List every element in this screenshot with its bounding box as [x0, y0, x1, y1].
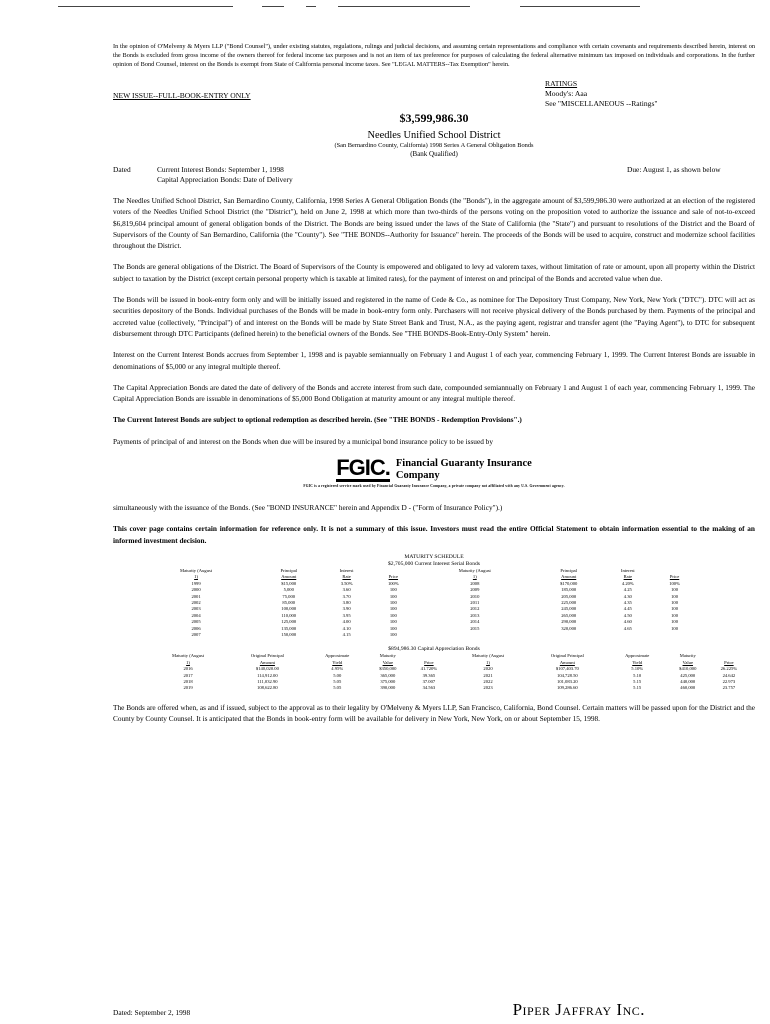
column-header: Maturity Value — [679, 653, 696, 665]
column-header: Maturity Value — [379, 653, 396, 665]
underwriter-name: Piper Jaffray Inc. — [512, 1000, 645, 1019]
table-cell: 3.80 — [342, 599, 351, 605]
table-cell: 4.45 — [623, 606, 632, 612]
table-cell: 108,622.80 — [257, 685, 278, 691]
table-cell: 100 — [389, 625, 397, 631]
table-cell: 4.25 — [623, 587, 632, 593]
table-cell: $107,403.70 — [555, 666, 579, 672]
table-cell: 100% — [387, 580, 399, 586]
table-cell: 1999 — [191, 580, 201, 586]
table-cell: $140,020.00 — [255, 666, 279, 672]
table-cell: 3.50% — [340, 580, 353, 586]
table-cell: 75,000 — [282, 593, 296, 599]
table-cell: 2002 — [191, 599, 201, 605]
table-cell: $15,000 — [281, 580, 297, 586]
fgic-service-mark-note: FGIC is a registered service mark used by Financial Guaranty Insurance Company, a private company not affiliated with any U.S. Government agency. — [303, 484, 565, 489]
table-cell: 2006 — [191, 625, 201, 631]
cib-header-row — [135, 568, 695, 581]
table-cell: 4.50 — [623, 612, 632, 618]
table-cell: 3.90 — [342, 606, 351, 612]
table-cell: 4.65 — [623, 625, 632, 631]
table-cell: 110,000 — [281, 612, 297, 618]
cover-notice: This cover page contains certain information for reference only. It is not a summary of this issue. Investors must read the entire Official Statement to obtain information essential to the making of an informed investment decision. — [113, 524, 755, 545]
table-cell: $350,000 — [379, 666, 397, 672]
table-cell: 290,000 — [561, 619, 577, 625]
column-header: Original Principal Amount — [550, 653, 584, 665]
table-cell: 2020 — [483, 666, 493, 672]
table-row — [135, 632, 695, 638]
table-cell: 100 — [671, 587, 678, 593]
table-cell: 2003 — [191, 606, 201, 612]
cab-header-row — [149, 653, 749, 666]
table-cell: 39.365 — [422, 672, 436, 678]
cib-maturity-table — [135, 568, 695, 638]
table-cell: 4.20% — [621, 580, 634, 586]
table-cell: 2022 — [483, 679, 493, 685]
table-cell: 100 — [389, 606, 397, 612]
table-cell: 185,000 — [561, 587, 577, 593]
fgic-logo — [113, 457, 755, 482]
table-cell: 5.10 — [633, 672, 642, 678]
table-cell: 100,000 — [281, 606, 297, 612]
issuer-name: Needles Unified School District — [367, 130, 501, 141]
table-cell: 365,000 — [380, 672, 396, 678]
cib-title: $2,705,000 Current Interest Serial Bonds — [388, 560, 480, 567]
table-cell: 2011 — [470, 599, 480, 605]
table-cell — [602, 632, 655, 638]
table-cell: 205,000 — [561, 593, 577, 599]
paragraph-authorization: The Needles Unified School District, San Bernardino County, California, 1998 Series A General Obligation Bonds (the "Bonds"), in the aggregate amount of $3,599,986.30 were authorized at an election of the registered voters of the Needles Unified School District (the "District"), held on June 2, 1998 at which more than two-thirds of the persons voting on the proposition voted to authorize the issuance and sale of not-to-exceed $6,819,604 principal amount of general obligation bonds of the District. The Bonds are being issued under the laws of the State of California (the "State") and pursuant to resolutions of the District and the Board of Supervisors of the County of San Bernardino, California (the "County"). See "THE BONDS--Authority for Issuance" herein. The proceeds of the Bonds will be used to acquire, construct and modernize school facilities throughout the District. — [113, 196, 755, 251]
table-cell: 4.00 — [342, 619, 351, 625]
table-cell: 2001 — [191, 593, 201, 599]
table-cell: 320,000 — [561, 625, 577, 631]
table-cell: 2004 — [191, 612, 201, 618]
column-header: Price — [424, 659, 434, 665]
fgic-name-line2: Company — [395, 469, 440, 481]
table-cell: 114,912.00 — [257, 672, 278, 678]
top-scan-line — [0, 0, 770, 14]
maturity-schedule-title: MATURITY SCHEDULE — [404, 553, 464, 560]
table-cell: 37.007 — [422, 679, 436, 685]
table-cell: 4.15 — [342, 632, 351, 637]
table-cell: 100 — [389, 619, 397, 625]
table-cell: 34.563 — [422, 685, 436, 691]
table-cell: $170,000 — [560, 580, 578, 586]
ratings-block — [545, 79, 755, 109]
issue-ratings-row — [113, 79, 755, 109]
column-header: Principal Amount — [560, 567, 577, 580]
table-cell: 22.973 — [722, 679, 736, 685]
dated-block — [113, 165, 755, 185]
table-cell: 4.95% — [331, 666, 344, 672]
table-cell: 2013 — [470, 612, 480, 618]
table-cell: 3.95 — [342, 612, 351, 618]
footer — [113, 1000, 755, 1020]
cab-maturity-table — [149, 653, 749, 691]
table-cell: 109,286.60 — [557, 685, 578, 691]
table-cell: 24.642 — [722, 672, 736, 678]
column-header: Interest Rate — [620, 567, 635, 580]
table-cell: 5.00 — [333, 672, 342, 678]
dated-cib: Current Interest Bonds: September 1, 1998 — [157, 165, 284, 174]
table-cell: 100 — [671, 619, 678, 625]
table-cell: 3.70 — [342, 593, 351, 599]
table-cell: 5.15 — [633, 679, 642, 685]
issue-subtitle: (San Bernardino County, California) 1998 Series A General Obligation Bonds — [334, 142, 534, 149]
table-cell: 2009 — [470, 587, 480, 593]
table-cell: 4.30 — [623, 593, 632, 599]
table-cell: 85,000 — [282, 599, 296, 605]
ratings-moodys: Moody's: Aaa — [545, 89, 588, 98]
table-cell: 2021 — [483, 672, 493, 678]
table-cell: 2016 — [183, 666, 193, 672]
table-cell: 5.05 — [333, 685, 342, 691]
table-cell: 100 — [671, 612, 678, 618]
cover-date: Dated: September 2, 1998 — [113, 1008, 191, 1017]
ratings-heading: RATINGS — [545, 79, 578, 88]
dated-cab: Capital Appreciation Bonds: Date of Delivery — [157, 175, 293, 184]
fgic-name-line1: Financial Guaranty Insurance — [395, 457, 532, 469]
column-header: Maturity (August 1) — [172, 653, 205, 665]
table-cell: 100 — [671, 625, 678, 631]
table-cell: 150,000 — [281, 632, 297, 637]
fgic-mark: FGIC. — [336, 455, 390, 481]
table-cell — [654, 632, 695, 638]
column-header: Maturity (August 1) — [472, 653, 505, 665]
table-cell: 101,083.20 — [557, 679, 578, 685]
table-cell — [536, 632, 602, 638]
table-cell: 104,728.50 — [557, 672, 578, 678]
table-cell — [414, 632, 536, 638]
bank-qualified: (Bank Qualified) — [410, 150, 458, 158]
table-cell: 2017 — [183, 672, 193, 678]
issue-label: NEW ISSUE--FULL-BOOK-ENTRY ONLY — [113, 91, 251, 100]
cover-page — [113, 42, 755, 724]
table-cell: 4.60 — [623, 619, 632, 625]
column-header: Price — [724, 659, 734, 665]
table-cell: 100 — [389, 593, 397, 599]
table-cell: 245,000 — [561, 606, 577, 612]
table-cell: 100 — [389, 632, 397, 637]
paragraph-cib-interest: Interest on the Current Interest Bonds accrues from September 1, 1998 and is payable semiannually on February 1 and August 1 of each year, commencing February 1, 1999. The Current Interest Bonds are issuable in denominations of $5,000 or any integral multiple thereof. — [113, 350, 755, 371]
paragraph-obligations: The Bonds are general obligations of the District. The Board of Supervisors of the County is empowered and obligated to levy ad valorem taxes, without limitation of rate or amount, upon all property within the District subject to taxation by the District (except certain personal property which is taxable at limited rates), for the payment of interest on and principal of the Bonds and accreted value when due. — [113, 262, 755, 283]
column-header: Interest Rate — [339, 567, 354, 580]
column-header: Original Principal Amount — [250, 653, 284, 665]
table-cell: 100 — [671, 606, 678, 612]
table-cell: 111,032.90 — [257, 679, 278, 685]
table-cell: 135,000 — [281, 625, 297, 631]
table-cell: 2012 — [470, 606, 480, 612]
due-text: Due: August 1, as shown below — [627, 165, 721, 174]
table-cell: 26.225% — [720, 666, 738, 672]
table-cell: 3.60 — [342, 587, 351, 593]
redemption-note: The Current Interest Bonds are subject to optional redemption as described herein. (See "THE BONDS - Redemption Provisions".) — [113, 415, 522, 425]
insurance-outro: simultaneously with the issuance of the Bonds. (See "BOND INSURANCE" herein and Appendix D - ("Form of Insurance Policy").) — [113, 503, 503, 513]
table-cell: 100% — [669, 580, 680, 586]
table-cell: 225,000 — [561, 599, 577, 605]
table-cell: 5,000 — [283, 587, 294, 593]
table-cell: 100 — [389, 599, 397, 605]
tax-legend: In the opinion of O'Melveny & Myers LLP ("Bond Counsel"), under existing statutes, regulations, rulings and judicial decisions, and assuming certain representations and compliance with certain covenants and requirements described herein, interest on the Bonds is excluded from gross income of the owners thereof for federal income tax purposes and is not an item of tax preference for purposes of calculating the federal alternative minimum tax imposed on individuals and corporations. In the further opinion of Bond Counsel, interest on the Bonds is exempt from State of California personal income taxes. See "LEGAL MATTERS--Tax Exemption" herein. — [113, 43, 755, 68]
table-cell: 23.757 — [722, 685, 736, 691]
column-header: Price — [669, 574, 680, 580]
table-cell: 265,000 — [561, 612, 577, 618]
table-cell: $410,000 — [679, 666, 697, 672]
table-cell: 41.720% — [420, 666, 438, 672]
table-row — [149, 685, 749, 691]
paragraph-cab: The Capital Appreciation Bonds are dated the date of delivery of the Bonds and accrete interest from such date, compounded semiannually on February 1 and August 1 of each year, commencing February 1, 1999. The Capital Appreciation Bonds are issuable in denominations of $5,000 Bond Obligation at maturity amount or any integral multiple thereof. — [113, 382, 755, 404]
table-cell: 390,000 — [380, 685, 396, 691]
table-cell: 375,000 — [380, 679, 396, 685]
table-cell: 4.10 — [342, 625, 351, 631]
issue-amount: $3,599,986.30 — [399, 111, 469, 125]
column-header: Principal Amount — [280, 567, 298, 580]
table-cell: 2018 — [183, 679, 193, 685]
table-cell: 2008 — [470, 580, 480, 586]
paragraph-book-entry: The Bonds will be issued in book-entry form only and will be initially issued and registered in the name of Cede & Co., as nominee for The Depository Trust Company, New York, New York ("DTC"). DTC will act as securities depository of the Bonds. Individual purchases of the Bonds will be made in book-entry form only. Purchasers will not receive physical delivery of the Bonds purchased by them. Payments of the principal and accreted value (collectively, "Principal") of and interest on the Bonds will be made by State Street Bank and Trust, N.A., as the paying agent, registrar and transfer agent (the "Paying Agent"), to DTC for subsequent disbursement through DTC Participants (defined herein) to the beneficial owners of the Bonds. See "THE BONDS-Book-Entry-Only System" herein. — [113, 295, 755, 338]
table-cell: 100 — [671, 593, 678, 599]
column-header: Price — [388, 574, 399, 580]
table-cell: 100 — [389, 587, 397, 593]
table-cell: 425,000 — [680, 672, 696, 678]
table-cell: 2014 — [470, 619, 480, 625]
table-cell: 125,000 — [281, 619, 297, 625]
table-cell: 100 — [389, 612, 397, 618]
table-cell: 4.35 — [623, 599, 632, 605]
cab-title: $894,986.30 Capital Appreciation Bonds — [388, 646, 480, 653]
ratings-see: See "MISCELLANEOUS --Ratings" — [545, 99, 658, 108]
table-cell: 5.10% — [631, 666, 644, 672]
table-cell: 2015 — [470, 625, 480, 631]
table-cell: 2019 — [183, 685, 193, 691]
column-header: Maturity (August 1) — [180, 567, 213, 580]
column-header: Maturity (August 1) — [458, 567, 491, 580]
table-cell: 440,000 — [680, 679, 696, 685]
table-cell: 2005 — [191, 619, 201, 625]
table-cell: 2007 — [191, 632, 201, 637]
dated-label: Dated — [113, 165, 131, 174]
table-cell: 5.15 — [633, 685, 642, 691]
column-header: Approximate Yield — [325, 653, 350, 665]
table-cell: 2010 — [470, 593, 480, 599]
insurance-intro: Payments of principal of and interest on the Bonds when due will be insured by a municipal bond insurance policy to be issued by — [113, 436, 493, 446]
table-cell: 5.05 — [333, 679, 342, 685]
table-cell: 2000 — [191, 587, 201, 593]
table-cell: 460,000 — [680, 685, 696, 691]
table-cell: 2023 — [483, 685, 493, 691]
offering-paragraph: The Bonds are offered when, as and if issued, subject to the approval as to their legality by O'Melveny & Myers LLP, San Francisco, California, Bond Counsel. Certain matters will be passed upon for the District and the County by County Counsel. It is anticipated that the Bonds in book-entry form will be available for delivery in New York, New York, on or about September 15, 1998. — [113, 702, 755, 724]
column-header: Approximate Yield — [625, 653, 650, 665]
table-cell: 100 — [671, 599, 678, 605]
